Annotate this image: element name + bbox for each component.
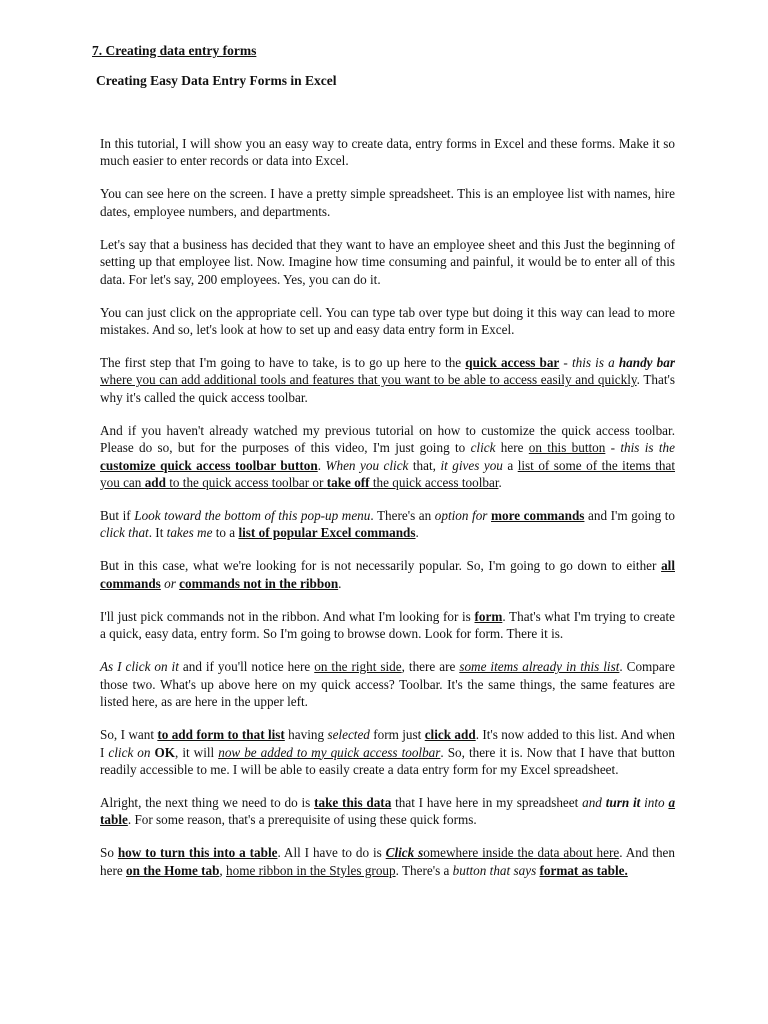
text-run: form just [369, 727, 425, 743]
text-run: where you can add additional tools and features that you want to be able to access easily and quickly [100, 372, 637, 388]
paragraph-1 [100, 135, 675, 170]
text-run: . Compare those two. What's up above here on my quick access? Toolbar. It's the same things, the same features are listed here, as are here in the upper left. [100, 659, 676, 710]
text-run: In this tutorial, I will show you an easy way to create data, entry forms in Excel and these forms. Make it so much easier to enter records or data into Excel. [100, 136, 675, 169]
text-run: click on [108, 744, 151, 760]
text-run: . [317, 457, 326, 473]
document-title: Creating Easy Data Entry Forms in Excel [96, 73, 337, 88]
text-run: . That's why it's called the quick access toolbar. [100, 372, 675, 405]
text-run: . [415, 525, 419, 541]
text-run: list of some of the items that you can [100, 457, 676, 491]
text-run: quick access bar [465, 355, 560, 371]
text-run: So [100, 845, 118, 861]
paragraph-12 [100, 794, 675, 829]
text-run: customize quick access toolbar button [100, 457, 318, 473]
text-run: handy bar [618, 355, 675, 371]
text-run: - [559, 355, 572, 371]
text-run: click add [424, 727, 476, 743]
text-run: . So, there it is. Now that I have that button readily accessible to me. I will be able to easily create a data entry form for my Excel spreadsheet. [100, 744, 675, 777]
paragraph-10 [100, 658, 675, 710]
text-run: into [644, 794, 669, 810]
text-run: . There's an [370, 508, 435, 524]
text-run: OK [154, 744, 176, 760]
text-run: this is the [620, 440, 675, 456]
text-run: click [470, 440, 496, 456]
text-run: - [605, 440, 621, 456]
text-run: . For some reason, that's a prerequisite of using these quick forms. [127, 812, 477, 828]
text-run: As I click on it [100, 659, 179, 675]
text-run: takes me [166, 525, 213, 541]
text-run: . All I have to do is [277, 845, 386, 861]
text-run: some items already in this list [459, 659, 620, 675]
text-run: form [474, 608, 503, 624]
text-run: . There's a [395, 862, 453, 878]
paragraph-11 [100, 726, 675, 778]
text-run: turn it [605, 794, 641, 810]
text-run: selected [327, 727, 370, 743]
text-run: the quick access toolbar [369, 475, 499, 491]
text-run: this is a [571, 355, 619, 371]
paragraph-5 [100, 354, 675, 406]
text-run: click that [100, 525, 149, 541]
paragraph-8 [100, 557, 675, 592]
text-run: take off [326, 475, 370, 491]
text-run: , there are [401, 659, 460, 675]
text-run: and if you'll notice here [178, 659, 315, 675]
text-run: When you click [325, 457, 409, 473]
text-run: The first step that I'm going to have to take, is to go up here to the [100, 355, 466, 371]
text-run: omewhere inside the data about here [423, 845, 620, 861]
text-run: table [100, 812, 128, 828]
text-run: on this button [528, 440, 606, 456]
text-run: to the quick access toolbar or [165, 475, 327, 491]
document-body [100, 135, 675, 895]
paragraph-9 [100, 608, 675, 643]
text-run: here [495, 440, 529, 456]
text-run: or [164, 575, 176, 591]
text-run: option for [434, 508, 488, 524]
text-run: format as table. [539, 862, 628, 878]
text-run: a [668, 794, 676, 810]
text-run: . That's what I'm trying to create a quick, easy data, entry form. So I'm going to browse down. Look for form. There it is. [100, 608, 675, 642]
text-run: and [582, 794, 602, 810]
text-run: . It's now added to this list. And when I [100, 727, 675, 760]
text-run: commands not in the ribbon [179, 575, 339, 591]
text-run: Let's say that a business has decided that they want to have an employee sheet and this Just the beginning of setting up that employee list. Now. Imagine how time consuming and painful, it would be to enter all of this data. For let's say, 200 employees. Yes, you can do it. [100, 236, 675, 287]
text-run: . [338, 575, 342, 591]
text-run: You can see here on the screen. I have a pretty simple spreadsheet. This is an employee list with names, hire dates, employee numbers, and departments. [100, 186, 675, 219]
text-run: it gives you [440, 457, 503, 473]
text-run: Look toward the bottom of this pop-up menu [134, 508, 371, 524]
text-run: home ribbon in the Styles group [226, 862, 396, 878]
text-run: But if [100, 508, 135, 524]
text-run: Click s [385, 845, 424, 861]
text-run: . It [148, 525, 167, 541]
text-run: a [502, 457, 518, 473]
paragraph-6 [100, 422, 675, 492]
text-run: , [219, 862, 227, 878]
text-run: So, I want [100, 727, 158, 743]
text-run: add [144, 475, 166, 491]
text-run: I'll just pick commands not in the ribbon. And what I'm looking for is [100, 608, 475, 624]
text-run: on the Home tab [126, 862, 220, 878]
paragraph-2 [100, 185, 675, 220]
text-run: having [284, 727, 328, 743]
text-run: list of popular Excel commands [238, 525, 416, 541]
text-run: all commands [100, 558, 675, 591]
paragraph-7 [100, 507, 675, 542]
text-run: take this data [314, 794, 392, 810]
text-run: to a [212, 525, 239, 541]
text-run: . [498, 475, 502, 491]
text-run: that I have here in my spreadsheet [391, 794, 583, 810]
text-run: button that says [452, 862, 537, 878]
text-run: . And then here [100, 845, 676, 878]
text-run: that, [408, 457, 441, 473]
text-run: You can just click on the appropriate cell. You can type tab over type but doing it this way can lead to more mistakes. And so, let's look at how to set up and easy data entry form in Excel. [100, 304, 675, 338]
text-run: more commands [491, 508, 585, 524]
paragraph-4 [100, 304, 675, 339]
text-run: , it will [175, 744, 219, 760]
text-run: Alright, the next thing we need to do is [100, 794, 315, 810]
text-run: And if you haven't already watched my previous tutorial on how to customize the quick access toolbar. Please do so, but for the purposes of this video, I'm just going to [100, 422, 675, 456]
text-run: and I'm going to [584, 508, 676, 524]
paragraph-13 [100, 844, 675, 879]
paragraph-3 [100, 236, 675, 288]
text-run: now be added to my quick access toolbar [218, 744, 441, 760]
text-run: to add form to that list [157, 727, 285, 743]
text-run: on the right side [314, 659, 402, 675]
section-heading: 7. Creating data entry forms [92, 43, 257, 58]
text-run: how to turn this into a table [117, 845, 278, 861]
text-run: But in this case, what we're looking for is not necessarily popular. So, I'm going to go down to either [100, 558, 662, 574]
